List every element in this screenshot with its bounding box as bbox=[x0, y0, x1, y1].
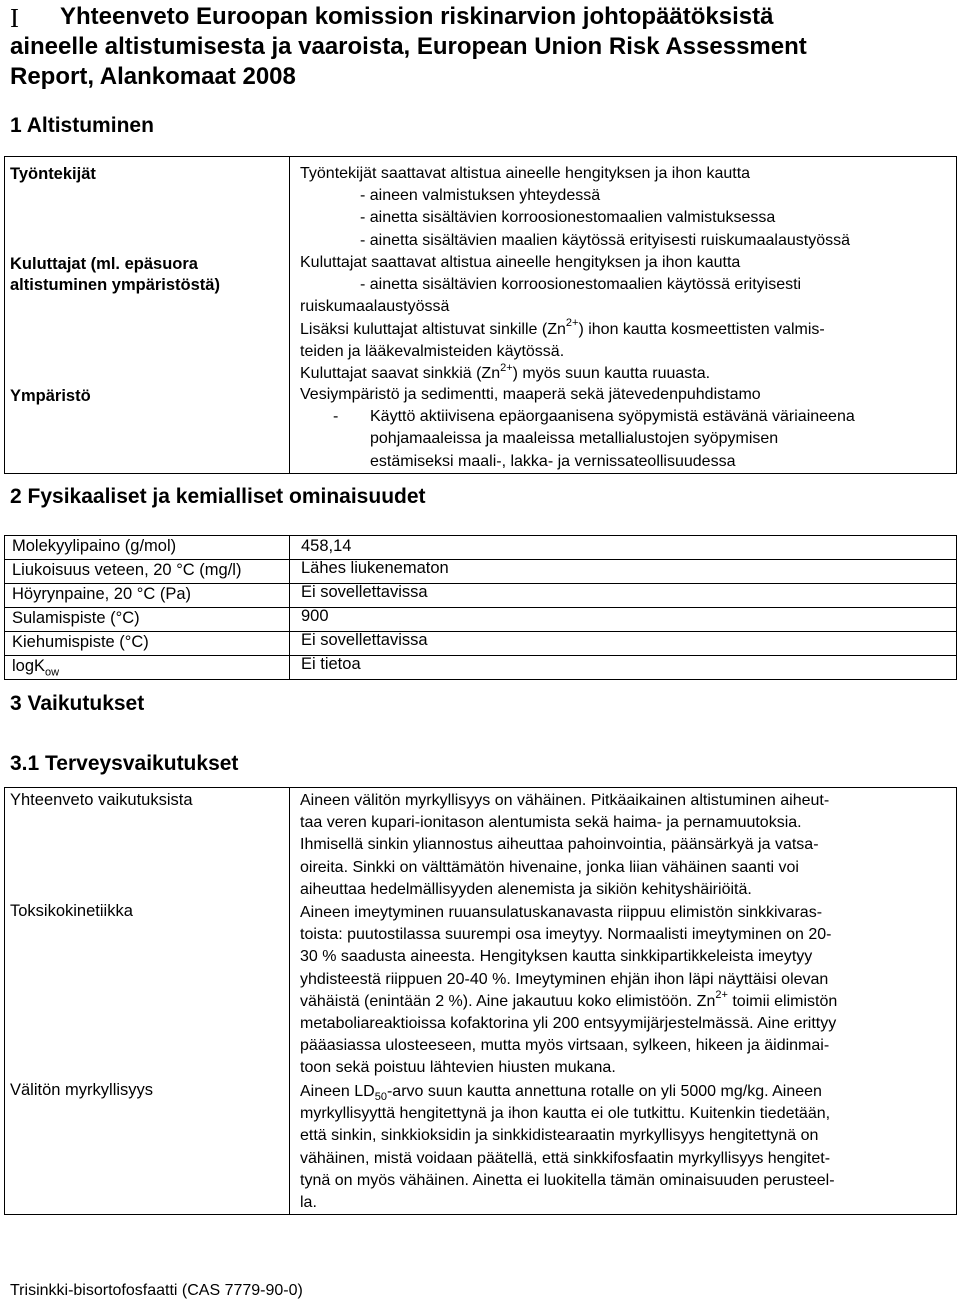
environment-label: Ympäristö bbox=[10, 387, 91, 405]
properties-rule bbox=[4, 631, 957, 632]
environment-item-line: pohjamaaleissa ja maaleissa metallialustojen syöpymisen bbox=[370, 430, 779, 448]
toxicokinetics-content bbox=[300, 902, 950, 1080]
tox-line: toon sekä poistuu lähtevien hiusten mukana. bbox=[300, 1059, 616, 1077]
consumers-intro: Kuluttajat saattavat altistua aineelle hengityksen ja ihon kautta bbox=[300, 254, 741, 271]
property-label: Molekyylipaino (g/mol) bbox=[12, 537, 177, 555]
summary-content bbox=[300, 790, 950, 901]
summary-line: oireita. Sinkki on välttämätön hivenaine, jonka liian vähäinen saanti voi bbox=[300, 858, 799, 876]
title-line-2: aineelle altistumisesta ja vaaroista, European Union Risk Assessment bbox=[10, 33, 807, 60]
tox-line: vähäistä (enintään 2 %). Aine jakautuu koko elimistöön. $Zn^{2+}$ toimii elimistön bbox=[300, 989, 838, 1010]
toxicokinetics-label: Toksikokinetiikka bbox=[10, 902, 133, 920]
property-value: 900 bbox=[301, 607, 329, 625]
footer-substance: Trisinkki-bisortofosfaatti (CAS 7779-90-0) bbox=[10, 1282, 303, 1299]
acute-line: Aineen $LD_{50}$-arvo suun kautta annettuna rotalle on yli 5000 mg/kg. Aineen bbox=[300, 1083, 822, 1104]
summary-label: Yhteenveto vaikutuksista bbox=[10, 791, 193, 809]
summary-line: Aineen välitön myrkyllisyys on vähäinen. Pitkäaikainen altistuminen aiheut- bbox=[300, 792, 830, 809]
environment-item-line: Käyttö aktiivisena epäorgaanisena syöpymistä estävänä väriaineena bbox=[370, 408, 855, 426]
property-label: Sulamispiste (°C) bbox=[12, 609, 140, 627]
consumers-label-1: Kuluttajat (ml. epäsuora bbox=[10, 255, 198, 273]
properties-rule bbox=[4, 583, 957, 584]
workers-content bbox=[300, 163, 950, 252]
section-2-heading: 2 Fysikaaliset ja kemialliset ominaisuudet bbox=[10, 485, 426, 508]
consumers-extra: Lisäksi kuluttajat altistuvat sinkille $(Zn^{2+})$ ihon kautta kosmeettisten valmis- bbox=[300, 317, 825, 338]
workers-label: Työntekijät bbox=[10, 165, 96, 183]
workers-item: - ainetta sisältävien korroosionestomaalien valmistuksessa bbox=[360, 209, 776, 227]
environment-intro: Vesiympäristö ja sedimentti, maaperä sekä jätevedenpuhdistamo bbox=[300, 386, 761, 403]
tox-line: pääasiassa ulosteeseen, mutta myös virtsaan, sylkeen, hikeen ja äidinmai- bbox=[300, 1037, 830, 1055]
property-label: Höyrynpaine, 20 °C (Pa) bbox=[12, 585, 192, 603]
consumers-label-2: altistuminen ympäristöstä) bbox=[10, 276, 220, 294]
environment-item bbox=[300, 406, 950, 473]
tox-line: toista: puutostilassa suurempi osa imeytyy. Normaalisti imeytyminen on 20- bbox=[300, 926, 832, 944]
header-marker: I bbox=[10, 3, 19, 33]
property-value: Ei sovellettavissa bbox=[301, 583, 428, 601]
workers-intro: Työntekijät saattavat altistua aineelle hengityksen ja ihon kautta bbox=[300, 165, 751, 182]
tox-line: Aineen imeytyminen ruuansulatuskanavasta riippuu elimistön sinkkivaras- bbox=[300, 904, 823, 921]
exposure-divider bbox=[289, 156, 290, 474]
property-label: Kiehumispiste (°C) bbox=[12, 633, 149, 651]
tox-line: 30 % saadusta aineesta. Hengityksen kautta sinkkipartikkeleista imeytyy bbox=[300, 948, 813, 966]
summary-line: Ihmisellä sinkin yliannostus aiheuttaa pahoinvointia, päänsärkyä ja vatsa- bbox=[300, 836, 819, 854]
logk-value: Ei tietoa bbox=[301, 655, 361, 673]
consumers-content bbox=[300, 252, 950, 385]
acute-line: tynä on myös vähäinen. Ainetta ei luokitella tämän ominaisuuden perusteel- bbox=[300, 1171, 835, 1189]
consumers-item-1: - ainetta sisältävien korroosionestomaalien käytössä erityisesti bbox=[360, 276, 802, 294]
summary-line: taa veren kupari-ionitason alentumista sekä haima- ja pernamuutoksia. bbox=[300, 814, 802, 832]
properties-rule bbox=[4, 559, 957, 560]
consumers-extra-cont: teiden ja lääkevalmisteiden käytössä. bbox=[300, 342, 565, 360]
property-value: 458,14 bbox=[301, 537, 352, 555]
property-label: Liukoisuus veteen, 20 °C (mg/l) bbox=[12, 561, 242, 579]
environment-item-line: estämiseksi maali-, lakka- ja vernissateollisuudessa bbox=[370, 452, 736, 470]
acute-content bbox=[300, 1081, 950, 1214]
health-divider bbox=[289, 787, 290, 1215]
property-value: Ei sovellettavissa bbox=[301, 631, 428, 649]
title-line-1: Yhteenveto Euroopan komission riskinarvion johtopäätöksistä bbox=[60, 3, 774, 30]
tox-line: metaboliareaktioissa kofaktorina yli 200 entsyymijärjestelmässä. Aine erittyy bbox=[300, 1015, 837, 1033]
acute-line: että sinkin, sinkkioksidin ja sinkkidistearaatin myrkyllisyys hengitettynä on bbox=[300, 1127, 819, 1145]
section-31-heading: 3.1 Terveysvaikutukset bbox=[10, 752, 239, 775]
dash-marker: - bbox=[333, 408, 339, 426]
acute-line: vähäinen, mistä voidaan päätellä, että sinkkifosfaatin myrkyllisyys hengitet- bbox=[300, 1149, 831, 1167]
consumers-item-2: ruiskumaalaustyössä bbox=[300, 298, 450, 316]
acute-toxicity-label: Välitön myrkyllisyys bbox=[10, 1081, 154, 1099]
title-line-3: Report, Alankomaat 2008 bbox=[10, 63, 296, 90]
tox-line: yhdisteestä riippuen 20-40 %. Imeytyminen ehjän ihon läpi näyttäisi olevan bbox=[300, 970, 829, 988]
consumers-zinc: Kuluttajat saavat sinkkiä $(Zn^{2+})$ myös suun kautta ruuasta. bbox=[300, 361, 711, 383]
section-3-heading: 3 Vaikutukset bbox=[10, 692, 145, 715]
properties-rule bbox=[4, 607, 957, 608]
workers-item: - ainetta sisältävien maalien käytössä erityisesti ruiskumaalaustyössä bbox=[360, 231, 850, 249]
environment-content bbox=[300, 384, 950, 473]
property-value: Lähes liukenematon bbox=[301, 559, 449, 577]
acute-line: la. bbox=[300, 1194, 317, 1212]
workers-item: - aineen valmistuksen yhteydessä bbox=[360, 187, 601, 205]
summary-line: aiheuttaa hedelmällisyyden alenemista ja sikiön kehityshäiriöitä. bbox=[300, 880, 752, 898]
logk-label: logK$_{ow}$ bbox=[12, 657, 60, 679]
section-1-heading: 1 Altistuminen bbox=[10, 114, 154, 137]
properties-rule bbox=[4, 655, 957, 656]
acute-line: myrkyllisyyttä hengitettynä ja ihon kautta ei ole tutkittu. Kuitenkin tiedetään, bbox=[300, 1105, 831, 1123]
